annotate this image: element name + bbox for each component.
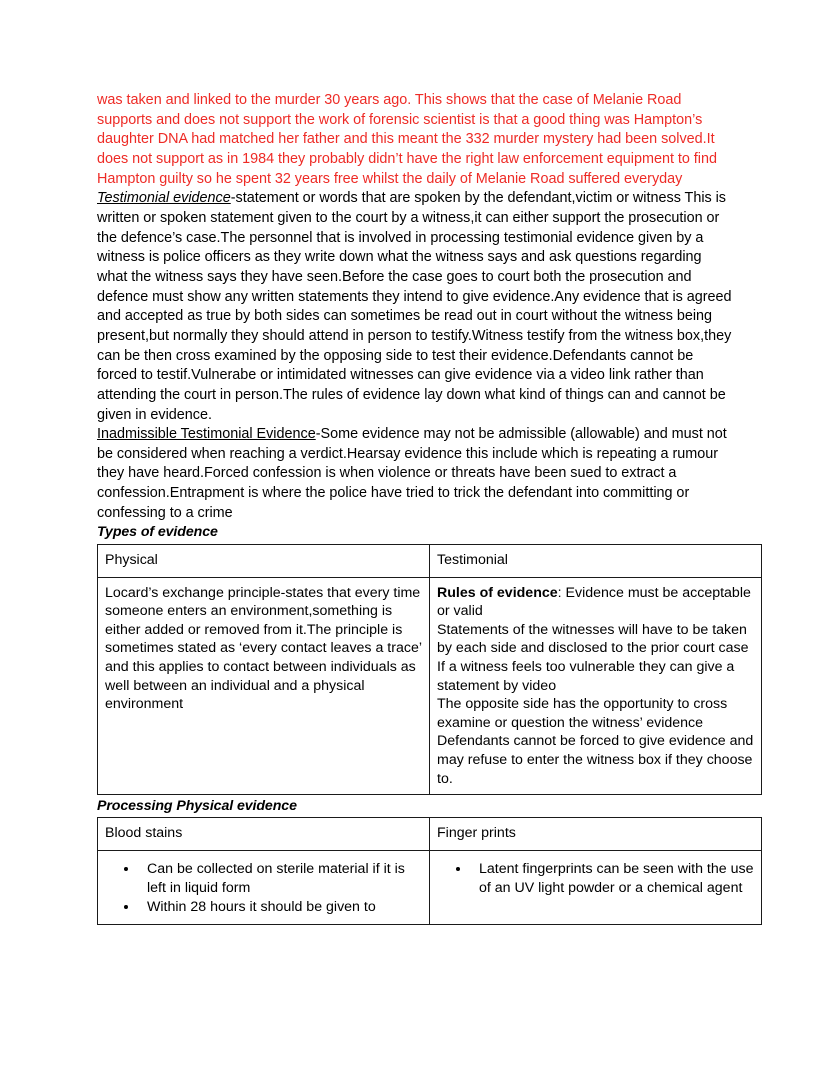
table-header-testimonial: Testimonial: [430, 544, 762, 577]
table-header-finger-prints: Finger prints: [430, 818, 762, 851]
rules-of-evidence-line-0: [437, 584, 754, 621]
rules-of-evidence-line-3: The opposite side has the opportunity to cross examine or question the witness’ evidence: [437, 696, 728, 731]
table-row-header: [98, 544, 762, 577]
paragraph-testimonial-evidence: [97, 189, 733, 425]
testimonial-evidence-term: Testimonial evidence: [97, 190, 231, 207]
paragraph-inadmissible-testimonial-evidence: [97, 425, 733, 523]
heading-processing-physical-evidence: Processing Physical evidence: [97, 798, 297, 815]
heading-types-of-evidence: Types of evidence: [97, 524, 218, 541]
testimonial-evidence-text: -statement or words that are spoken by the defendant,victim or witness This is written or spoken statement given to the court by a witness,it can either support the prosecution or the defence’s case.The personnel that is involved in processing testimonial evidence given by a witness is police officers as they write down what the witness says and ask questions regarding what the witness says they have seen.Before the case goes to court both the prosecution and defence must show any written statements they intend to give evidence.Any evidence that is agreed and accepted as true by both sides can sometimes be read out in court without the witness being present,but normally they should attend in person to testify.Witness testify from the witness box,they can be then cross examined by the opposing side to test their evidence.Defendants cannot be forced to testif.Vulnerabe or intimidated witnesses can give evidence via a video link rather than attending the court in person.The rules of evidence lay down what kind of things can and cannot be given in evidence.: [97, 190, 732, 423]
cell-locards-exchange-principle: Locard’s exchange principle-states that every time someone enters an environment,something is either added or removed from it.The principle is sometimes stated as ‘every contact leaves a trace’ and this applies to contact between individuals as well between an individual and a physical environment: [98, 577, 430, 795]
document-body: [97, 91, 754, 925]
list-item: • Can be collected on sterile material if it is left in liquid form: [139, 860, 422, 897]
finger-prints-bullet-list: [437, 860, 754, 897]
table-row: [98, 577, 762, 795]
cell-finger-prints: [430, 851, 762, 925]
table-types-of-evidence: [97, 544, 762, 796]
rules-of-evidence-line-2: If a witness feels too vulnerable they can give a statement by video: [437, 659, 735, 694]
rules-of-evidence-line-1: Statements of the witnesses will have to be taken by each side and disclosed to the prior court case: [437, 621, 749, 657]
paragraph-melanie-road-red: was taken and linked to the murder 30 years ago. This shows that the case of Melanie Road supports and does not support the work of forensic scientist is that a good thing was Hampton’s daughter DNA had matched her father and this meant the 332 murder mystery had been solved.It does not support as in 1984 they probably didn’t have the right law enforcement equipment to find Hampton guilty so he spent 32 years free whilst the daily of Melanie Road suffered everyday: [97, 92, 717, 187]
table-header-physical: Physical: [98, 544, 430, 577]
list-item: • Latent fingerprints can be seen with the use of an UV light powder or a chemical agent: [471, 860, 754, 897]
table-row-header: [98, 818, 762, 851]
table-processing-physical-evidence: [97, 817, 762, 925]
inadmissible-testimonial-evidence-text: -Some evidence may not be admissible (allowable) and must not be considered when reaching a verdict.Hearsay evidence this include which is repeating a rumour they have heard.Forced confession is when violence or threats have been sued to extract a confession.Entrapment is where the police have tried to trick the defendant into committing or confessing to a crime: [97, 426, 727, 521]
rules-of-evidence-line-0-text: : Evidence must be acceptable or valid: [437, 584, 751, 620]
list-item: • Within 28 hours it should be given to: [139, 898, 422, 917]
cell-rules-of-evidence: [430, 577, 762, 795]
rules-of-evidence-lines: [437, 584, 754, 789]
rules-of-evidence-label: Rules of evidence: [437, 584, 558, 601]
cell-blood-stains: [98, 851, 430, 925]
rules-of-evidence-line-4: Defendants cannot be forced to give evidence and may refuse to enter the witness box if they choose to.: [437, 733, 754, 787]
table-header-blood-stains: Blood stains: [98, 818, 430, 851]
inadmissible-testimonial-evidence-term: Inadmissible Testimonial Evidence: [97, 426, 316, 443]
table-row: [98, 851, 762, 925]
blood-stains-bullet-list: [105, 860, 422, 916]
